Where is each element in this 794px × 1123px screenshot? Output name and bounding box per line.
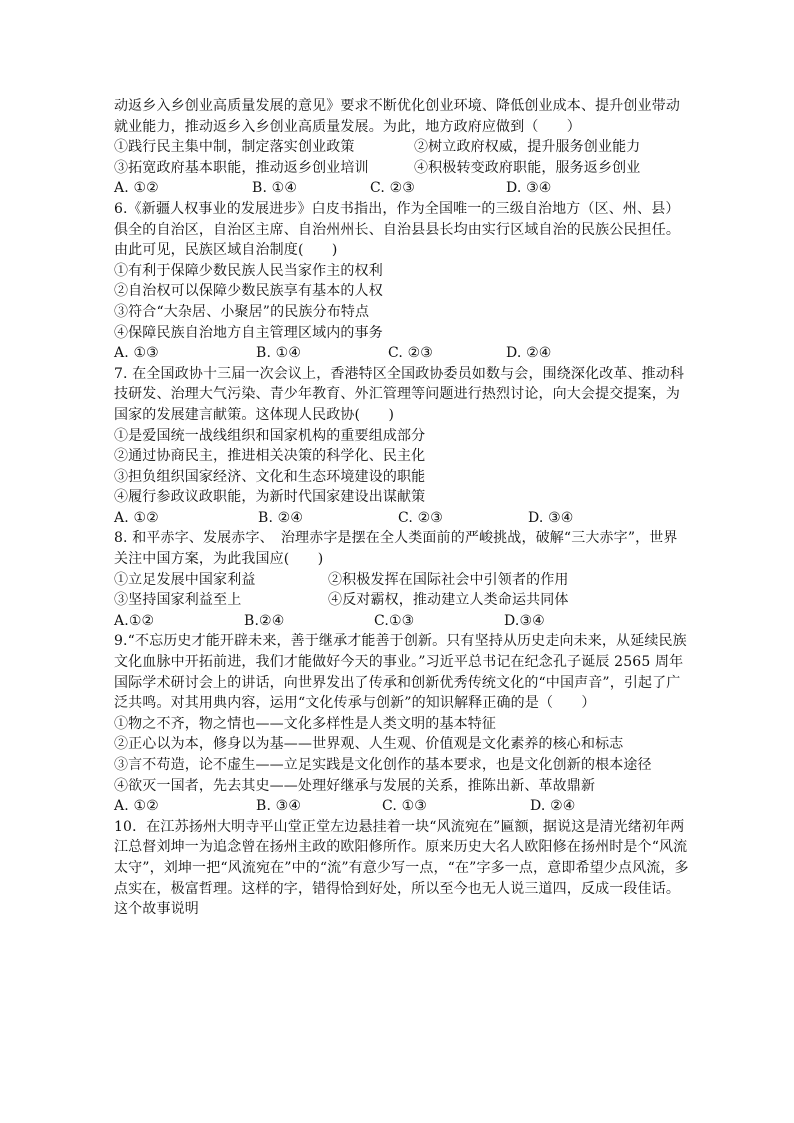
q6-options	[114, 343, 690, 364]
q8-items-row-2	[114, 590, 690, 611]
q6-item-1: ①有利于保障少数民族人民当家作主的权利	[114, 262, 383, 279]
q5-items-row-1	[114, 137, 690, 158]
q6-option-c: C. ②③	[388, 345, 433, 362]
q10-stem: 10．在江苏扬州大明寺平山堂正堂左边悬挂着一块“风流宛在”匾额，据说这是清光绪初年两江总督刘坤一为追念曾在扬州主政的欧阳修所作。原来历史大名人欧阳修在扬州时是个“风流太守”，刘坤一把“风流宛在”中的“流”有意少写一点，“在”字多一点，意即希望少点风流，多点实在，极富哲理。这样的字，错得恰到好处，所以至今也无人说三道四，反成一段佳话。这个故事说明	[114, 818, 689, 918]
q5-item-2: ②树立政府权威，提升服务创业能力	[414, 139, 641, 156]
q6-option-d: D. ②④	[506, 345, 552, 362]
q7-option-d: D. ③④	[528, 509, 574, 526]
q6-option-a: A. ①③	[114, 345, 159, 362]
q5-item-1: ①践行民主集中制，制定落实创业政策	[114, 139, 355, 156]
q7-option-a: A. ①②	[114, 509, 159, 526]
q9-item-2: ②正心以为本，修身以为基——世界观、人生观、价值观是文化素养的核心和标志	[114, 736, 624, 753]
q7-stem: 7. 在全国政协十三届一次会议上，香港特区全国政协委员如数与会，围绕深化改革、推动科技研发、治理大气污染、青少年教育、外汇管理等问题进行热烈讨论，向大会提交提案，为国家的发展建言献策。这体现人民政协( )	[114, 365, 685, 423]
q5-option-b: B. ①④	[252, 180, 298, 197]
q7-item-1: ①是爱国统一战线组织和国家机构的重要组成部分	[114, 427, 426, 444]
q8-item-3: ③坚持国家利益至上	[114, 592, 242, 609]
q8-option-c: C.①③	[374, 612, 415, 629]
q5-items-row-2	[114, 158, 690, 179]
q8-option-a: A.①②	[114, 612, 155, 629]
q6-item-4: ④保障民族自治地方自主管理区域内的事务	[114, 324, 383, 341]
q8-items-row-1	[114, 570, 690, 591]
q5-item-3: ③拓宽政府基本职能，推动返乡创业培训	[114, 159, 369, 176]
q5-item-4: ④积极转变政府职能，服务返乡创业	[414, 159, 641, 176]
q6-option-b: B. ①④	[256, 345, 302, 362]
q6-stem: 6.《新疆人权事业的发展进步》白皮书指出，作为全国唯一的三级自治地方（区、州、县）俱全的自治区，自治区主席、自治州州长、自治县县长均由实行区域自治的民族公民担任。由此可见，民族区域自治制度( )	[114, 200, 680, 259]
q9-item-4: ④欲灭一国者，先去其史——处理好继承与发展的关系，推陈出新、革故鼎新	[114, 777, 596, 794]
q8-item-4: ④反对霸权，推动建立人类命运共同体	[328, 592, 569, 609]
q9-option-c: C. ①③	[382, 798, 427, 815]
q7-item-2: ②通过协商民主，推进相关决策的科学化、民主化	[114, 448, 426, 465]
q8-item-1: ①立足发展中国家利益	[114, 571, 256, 588]
q5-options	[114, 178, 690, 199]
q9-item-1: ①物之不齐，物之情也——文化多样性是人类文明的基本特征	[114, 715, 497, 732]
q8-item-2: ②积极发挥在国际社会中引领者的作用	[328, 571, 569, 588]
q8-option-b: B.②④	[244, 612, 285, 629]
q9-option-d: D. ②④	[530, 798, 576, 815]
q9-option-a: A. ①②	[114, 798, 159, 815]
q8-stem: 8. 和平赤字、发展赤字、 治理赤字是摆在全人类面前的严峻挑战，破解“三大赤字”，世界关注中国方案，为此我国应( )	[114, 530, 678, 568]
q5-option-d: D. ③④	[506, 180, 552, 197]
question-content	[114, 96, 690, 920]
q7-option-c: C. ②③	[398, 509, 443, 526]
q5-option-a: A. ①②	[114, 180, 159, 197]
q6-item-3: ③符合“大杂居、小聚居”的民族分布特点	[114, 303, 370, 320]
q8-option-d: D.③④	[504, 612, 545, 629]
q7-options	[114, 508, 690, 529]
q9-option-b: B. ③④	[256, 798, 302, 815]
q9-options	[114, 796, 690, 817]
q7-item-4: ④履行参政议政职能，为新时代国家建设出谋献策	[114, 489, 426, 506]
q5-stem: 动返乡入乡创业高质量发展的意见》要求不断优化创业环境、降低创业成本、提升创业带动就业能力，推动返乡入乡创业高质量发展。为此，地方政府应做到（ ）	[114, 98, 680, 135]
q7-option-b: B. ②④	[258, 509, 304, 526]
q7-item-3: ③担负组织国家经济、文化和生态环境建设的职能	[114, 468, 426, 485]
q9-item-3: ③言不苟造，论不虚生——立足实践是文化创作的基本要求，也是文化创新的根本途径	[114, 757, 652, 773]
q9-stem: 9.“不忘历史才能开辟未来，善于继承才能善于创新。只有坚持从历史走向未来，从延续民族文化血脉中开拓前进，我们才能做好今天的事业。”习近平总书记在纪念孔子诞辰 2565 周年国际学术研讨会上的讲话，向世界发出了传承和创新优秀传统文化的“中国声音”，引起了广泛共鸣。对其用典内容，运用“文化传承与创新”的知识解释正确的是（ ）	[114, 633, 687, 712]
q8-options	[114, 611, 690, 632]
q5-option-c: C. ②③	[370, 180, 415, 197]
q6-item-2: ②自治权可以保障少数民族享有基本的人权	[114, 283, 383, 300]
